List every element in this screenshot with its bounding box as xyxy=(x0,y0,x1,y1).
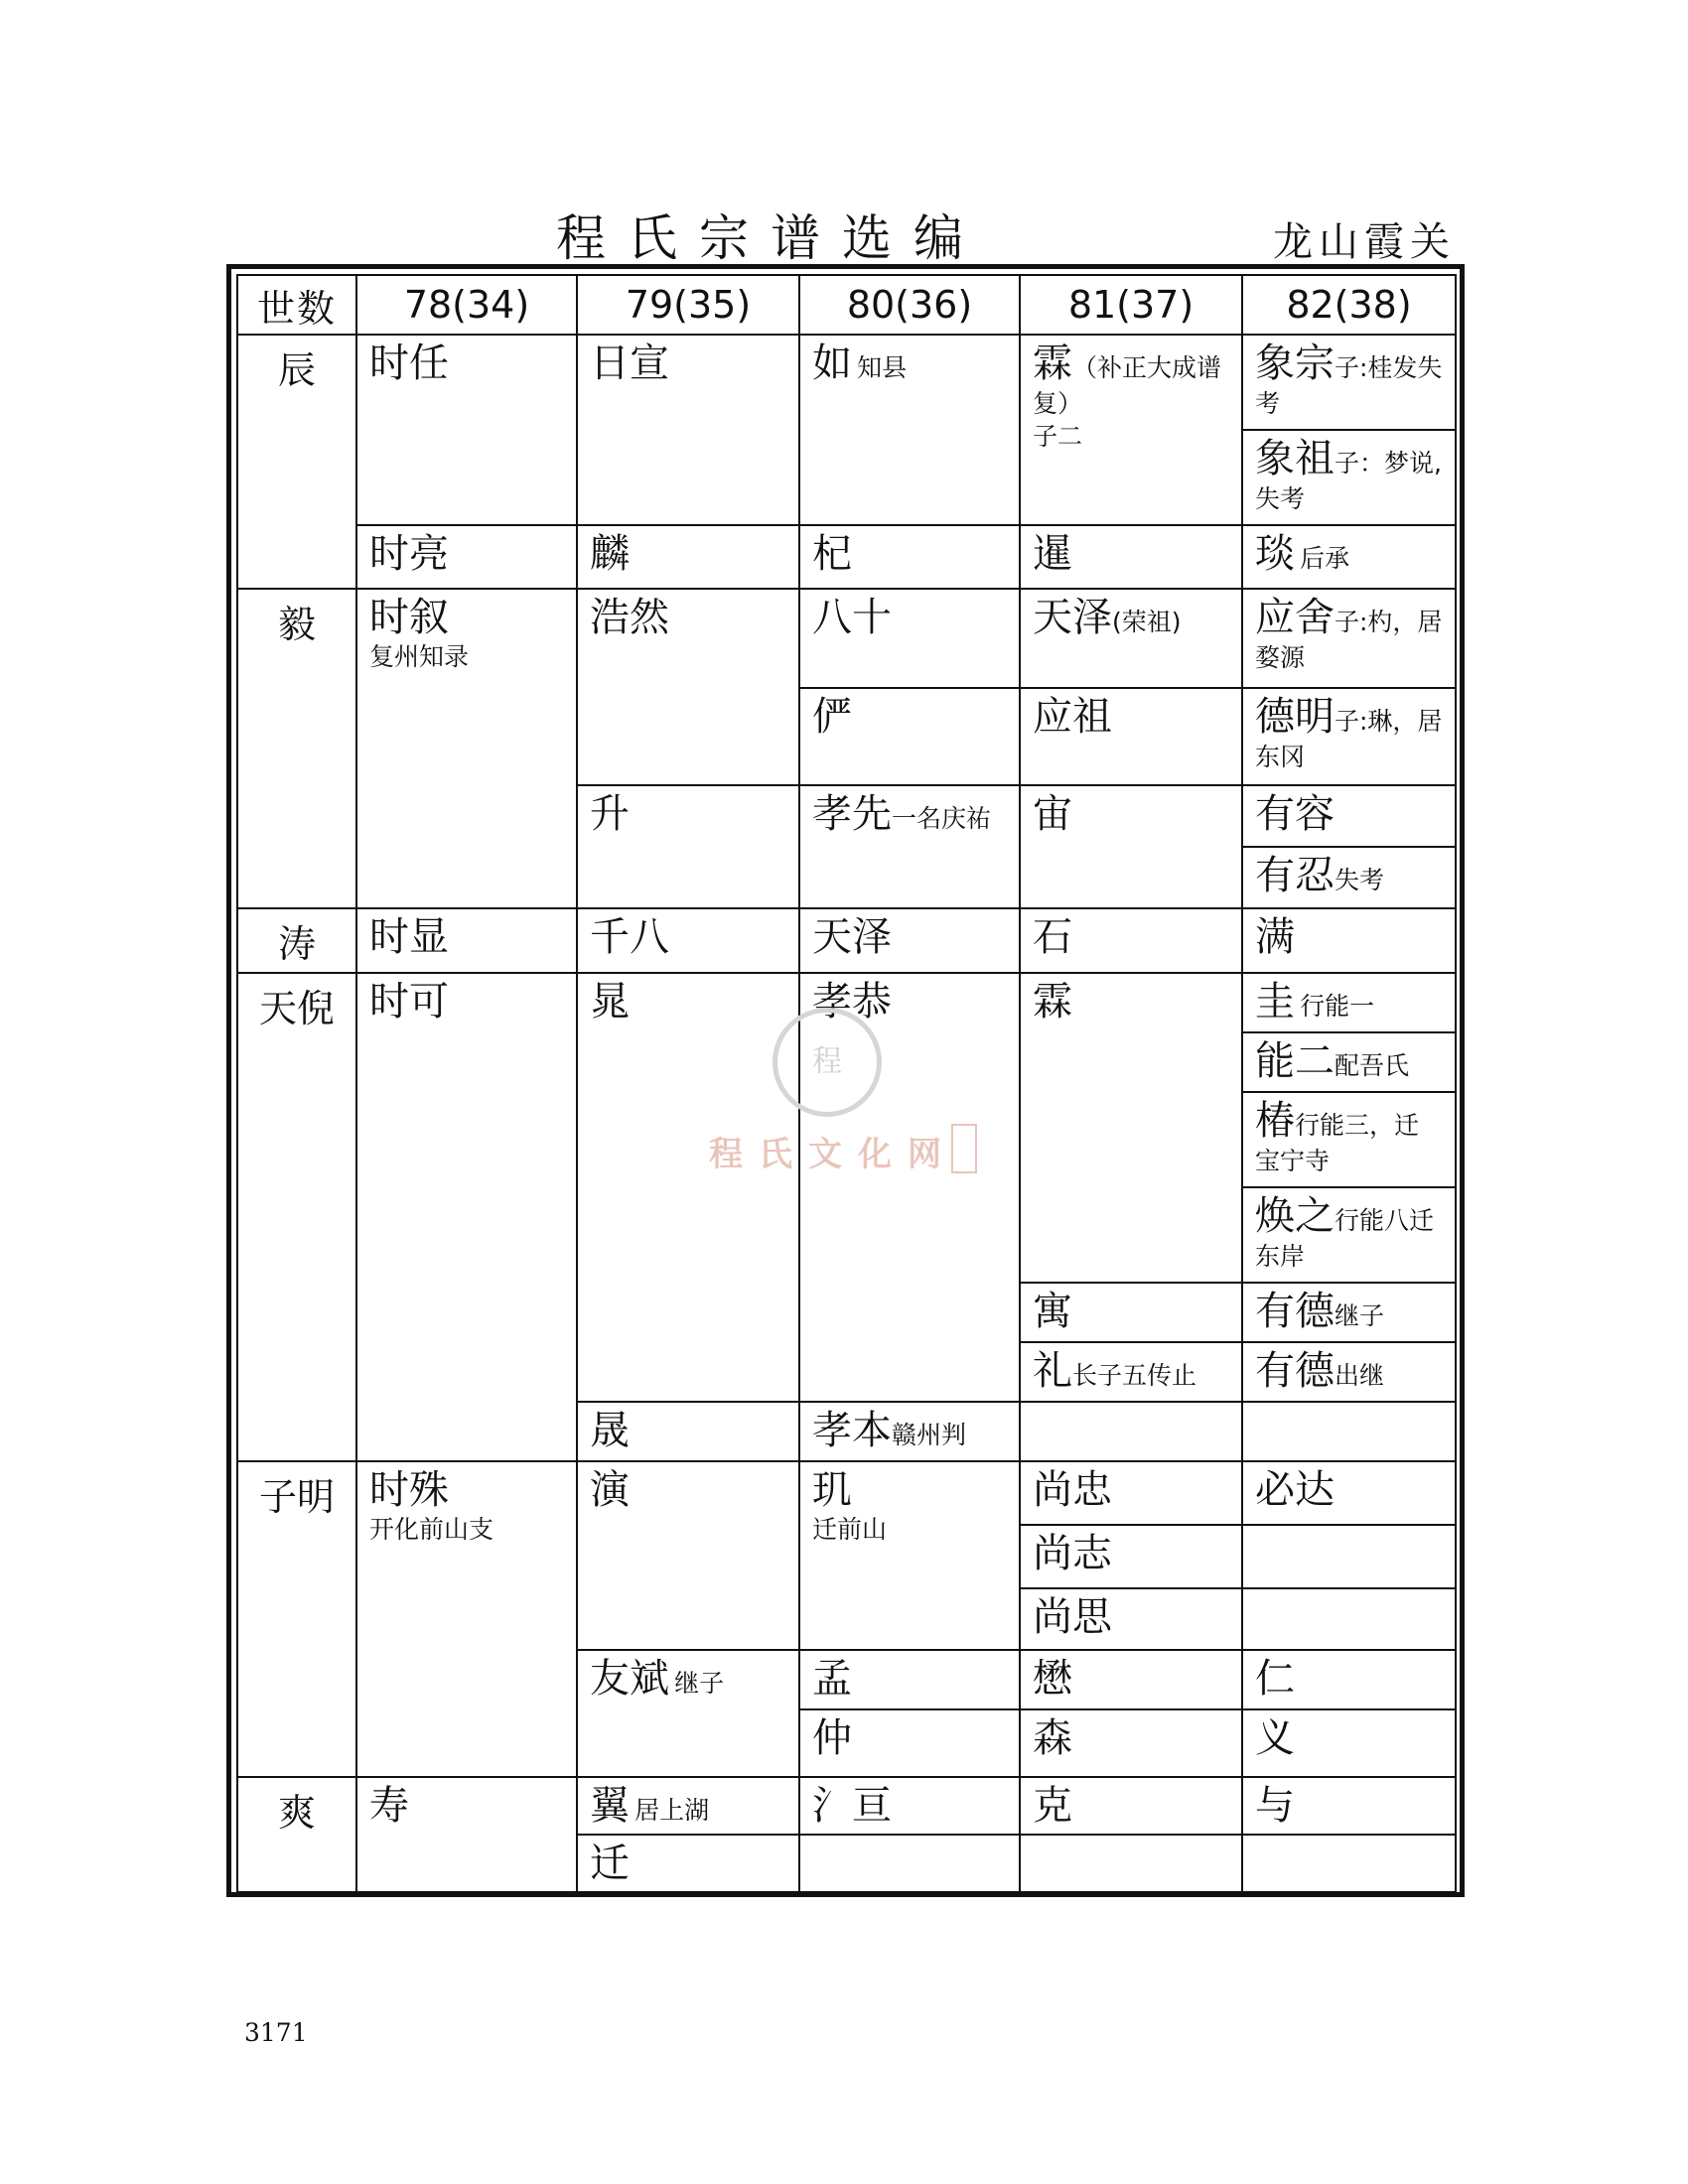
person-note: 行能一 xyxy=(1300,992,1375,1021)
header-81: 81(37) xyxy=(1020,275,1242,335)
person-name: 义 xyxy=(1255,1715,1295,1761)
person-name: 懋 xyxy=(1033,1656,1072,1702)
person-name: 玑 xyxy=(812,1467,852,1513)
person-name: 有忍 xyxy=(1255,853,1335,898)
person-cell xyxy=(799,908,1020,973)
person-name: 寿 xyxy=(369,1783,409,1829)
person-subnote: 迁前山 xyxy=(812,1515,888,1544)
person-note: 居上湖 xyxy=(634,1796,710,1825)
person-cell xyxy=(1020,589,1242,688)
person-name: 翼 xyxy=(590,1783,630,1829)
branch-cell: 涛 xyxy=(237,908,356,973)
person-name: 尚思 xyxy=(1033,1594,1112,1640)
person-cell xyxy=(577,908,799,973)
person-name: 暹 xyxy=(1033,531,1072,577)
person-cell xyxy=(799,1461,1020,1650)
person-name: 时亮 xyxy=(369,531,449,577)
person-name: 升 xyxy=(590,791,630,837)
person-name: 麟 xyxy=(590,531,630,577)
person-name: 尚志 xyxy=(1033,1531,1112,1576)
person-name: 石 xyxy=(1033,914,1072,960)
branch-cell: 爽 xyxy=(237,1777,356,1892)
person-cell xyxy=(799,1709,1020,1777)
person-note: 失考 xyxy=(1335,866,1385,894)
person-cell xyxy=(356,335,577,525)
person-name: 应祖 xyxy=(1033,694,1112,740)
person-subnote: 子二 xyxy=(1033,422,1083,451)
person-name: 象宗 xyxy=(1255,341,1335,386)
person-cell xyxy=(1242,1032,1456,1092)
person-name: 日宣 xyxy=(590,341,669,386)
empty-cell xyxy=(1242,1835,1456,1892)
person-name: 仁 xyxy=(1255,1656,1295,1702)
person-cell xyxy=(1242,973,1456,1032)
person-cell xyxy=(799,785,1020,908)
person-cell xyxy=(1020,1709,1242,1777)
person-name: 能二 xyxy=(1255,1038,1335,1084)
person-note: （补正大成谱复） xyxy=(1033,353,1222,418)
header-82: 82(38) xyxy=(1242,275,1456,335)
person-cell xyxy=(1242,430,1456,525)
person-note: 子:琳，居东冈 xyxy=(1255,707,1443,771)
person-cell xyxy=(1020,908,1242,973)
person-cell xyxy=(1020,1525,1242,1588)
watermark-text: 程氏文化网 xyxy=(709,1135,957,1174)
person-name: 尚忠 xyxy=(1033,1467,1112,1513)
person-note: 行能三，迁宝宁寺 xyxy=(1255,1111,1420,1175)
person-cell xyxy=(1020,335,1242,525)
person-name: 八十 xyxy=(812,595,892,640)
person-name: 森 xyxy=(1033,1715,1072,1761)
person-note: 继子 xyxy=(1335,1301,1385,1330)
table-row xyxy=(237,335,1456,430)
person-cell xyxy=(1242,1709,1456,1777)
person-cell xyxy=(1242,1092,1456,1187)
person-name: 有德 xyxy=(1255,1289,1335,1334)
person-cell xyxy=(799,1777,1020,1835)
person-cell xyxy=(1242,847,1456,908)
table-row xyxy=(237,1461,1456,1525)
person-cell xyxy=(577,589,799,785)
empty-cell xyxy=(1242,1588,1456,1650)
person-cell xyxy=(1242,589,1456,688)
person-cell xyxy=(799,589,1020,688)
person-cell xyxy=(1242,1650,1456,1709)
person-cell xyxy=(577,1835,799,1892)
person-cell xyxy=(577,785,799,908)
person-cell xyxy=(799,688,1020,785)
person-name: 杞 xyxy=(812,531,852,577)
person-note: (荣祖) xyxy=(1112,608,1182,636)
person-cell xyxy=(1020,1283,1242,1342)
person-cell xyxy=(356,908,577,973)
person-cell xyxy=(1242,688,1456,785)
person-cell xyxy=(1020,1588,1242,1650)
person-name: 天泽 xyxy=(1033,595,1112,640)
person-note: 一名庆祐 xyxy=(892,804,992,833)
header-78: 78(34) xyxy=(356,275,577,335)
person-cell xyxy=(1242,1777,1456,1835)
person-cell xyxy=(577,973,799,1402)
person-cell xyxy=(799,1402,1020,1461)
person-note: 长子五传止 xyxy=(1072,1361,1197,1390)
person-name: 与 xyxy=(1255,1783,1295,1829)
person-name: 演 xyxy=(590,1467,630,1513)
person-note: 后承 xyxy=(1300,544,1350,573)
person-cell xyxy=(1020,1777,1242,1835)
header-generation: 世数 xyxy=(237,275,356,335)
person-name: 时任 xyxy=(369,341,449,386)
person-cell xyxy=(1020,525,1242,589)
person-name: 孟 xyxy=(812,1656,852,1702)
person-cell xyxy=(1242,335,1456,430)
person-name: 寓 xyxy=(1033,1289,1072,1334)
person-note: 子:杓，居婺源 xyxy=(1255,608,1443,672)
empty-cell xyxy=(1020,1402,1242,1461)
person-cell xyxy=(577,1461,799,1650)
person-name: 有德 xyxy=(1255,1348,1335,1394)
person-cell xyxy=(1020,1650,1242,1709)
person-note: 配吾氏 xyxy=(1335,1051,1410,1080)
person-note: 出继 xyxy=(1335,1361,1385,1390)
person-cell xyxy=(356,589,577,908)
person-cell xyxy=(577,1402,799,1461)
person-name: 象祖 xyxy=(1255,436,1335,481)
table-row xyxy=(237,589,1456,688)
watermark-small-seal-icon xyxy=(951,1124,977,1173)
person-note: 行能八迁东岸 xyxy=(1255,1206,1435,1271)
person-name: 焕之 xyxy=(1255,1193,1335,1239)
place-name: 龙山霞关 xyxy=(1273,219,1456,265)
person-subnote: 复州知录 xyxy=(369,642,470,671)
person-cell xyxy=(1020,688,1242,785)
person-cell xyxy=(1242,1342,1456,1402)
watermark-seal: 程 xyxy=(773,1008,882,1117)
branch-cell: 辰 xyxy=(237,335,356,589)
person-name: 千八 xyxy=(590,914,669,960)
empty-cell xyxy=(1020,1835,1242,1892)
person-note: 子:桂发失考 xyxy=(1255,353,1443,418)
empty-cell xyxy=(799,1835,1020,1892)
person-name: 时显 xyxy=(369,914,449,960)
person-cell xyxy=(1242,525,1456,589)
empty-cell xyxy=(1242,1525,1456,1588)
person-cell xyxy=(1020,785,1242,908)
person-cell xyxy=(1242,1283,1456,1342)
branch-cell: 天倪 xyxy=(237,973,356,1461)
person-name: 满 xyxy=(1255,914,1295,960)
person-cell xyxy=(356,1777,577,1892)
person-cell xyxy=(577,335,799,525)
table-row xyxy=(237,525,1456,589)
person-name: 晁 xyxy=(590,979,630,1024)
person-subnote: 开化前山支 xyxy=(369,1515,494,1544)
person-name: 德明 xyxy=(1255,694,1335,740)
person-name: 仲 xyxy=(812,1715,852,1761)
person-cell xyxy=(1242,785,1456,847)
person-cell xyxy=(577,525,799,589)
person-name: 有容 xyxy=(1255,791,1335,837)
person-name: 孝恭 xyxy=(812,979,892,1024)
table-row xyxy=(237,908,1456,973)
person-name: 克 xyxy=(1033,1783,1072,1829)
person-note: 继子 xyxy=(674,1669,725,1698)
person-name: 霖 xyxy=(1033,979,1072,1024)
header-79: 79(35) xyxy=(577,275,799,335)
person-name: 时叙 xyxy=(369,595,449,640)
branch-cell: 毅 xyxy=(237,589,356,908)
header-row xyxy=(237,275,1456,335)
person-note: 知县 xyxy=(857,353,908,382)
person-name: 天泽 xyxy=(812,914,892,960)
person-name: 琰 xyxy=(1255,531,1295,577)
person-cell xyxy=(1242,1187,1456,1283)
person-cell xyxy=(577,1777,799,1835)
person-name: 氵亘 xyxy=(812,1783,892,1829)
person-cell xyxy=(577,1650,799,1777)
person-name: 迁 xyxy=(590,1841,630,1886)
person-cell xyxy=(1020,1461,1242,1525)
person-cell xyxy=(356,525,577,589)
person-cell xyxy=(1020,973,1242,1283)
person-cell xyxy=(1020,1342,1242,1402)
person-name: 必达 xyxy=(1255,1467,1335,1513)
page-number: 3171 xyxy=(244,2018,308,2047)
person-name: 晟 xyxy=(590,1408,630,1453)
person-name: 如 xyxy=(812,341,852,386)
header-80: 80(36) xyxy=(799,275,1020,335)
person-name: 圭 xyxy=(1255,979,1295,1024)
person-name: 友斌 xyxy=(590,1656,669,1702)
person-name: 俨 xyxy=(812,694,852,740)
person-cell xyxy=(799,335,1020,525)
person-name: 时殊 xyxy=(369,1467,449,1513)
page-title: 程氏宗谱选编 xyxy=(556,209,985,267)
person-cell xyxy=(356,1461,577,1777)
person-name: 宙 xyxy=(1033,791,1072,837)
person-name: 浩然 xyxy=(590,595,669,640)
person-cell xyxy=(1242,1461,1456,1525)
person-name: 霖 xyxy=(1033,341,1072,386)
person-name: 应舍 xyxy=(1255,595,1335,640)
person-name: 椿 xyxy=(1255,1098,1295,1144)
table-row xyxy=(237,1777,1456,1835)
person-cell xyxy=(799,525,1020,589)
empty-cell xyxy=(1242,1402,1456,1461)
person-name: 时可 xyxy=(369,979,449,1024)
person-cell xyxy=(1242,908,1456,973)
person-name: 礼 xyxy=(1033,1348,1072,1394)
person-note: 赣州判 xyxy=(892,1421,967,1449)
person-name: 孝本 xyxy=(812,1408,892,1453)
branch-cell: 子明 xyxy=(237,1461,356,1777)
person-cell xyxy=(799,1650,1020,1709)
person-name: 孝先 xyxy=(812,791,892,837)
person-cell xyxy=(356,973,577,1461)
person-note: 子：梦说,失考 xyxy=(1255,449,1442,513)
